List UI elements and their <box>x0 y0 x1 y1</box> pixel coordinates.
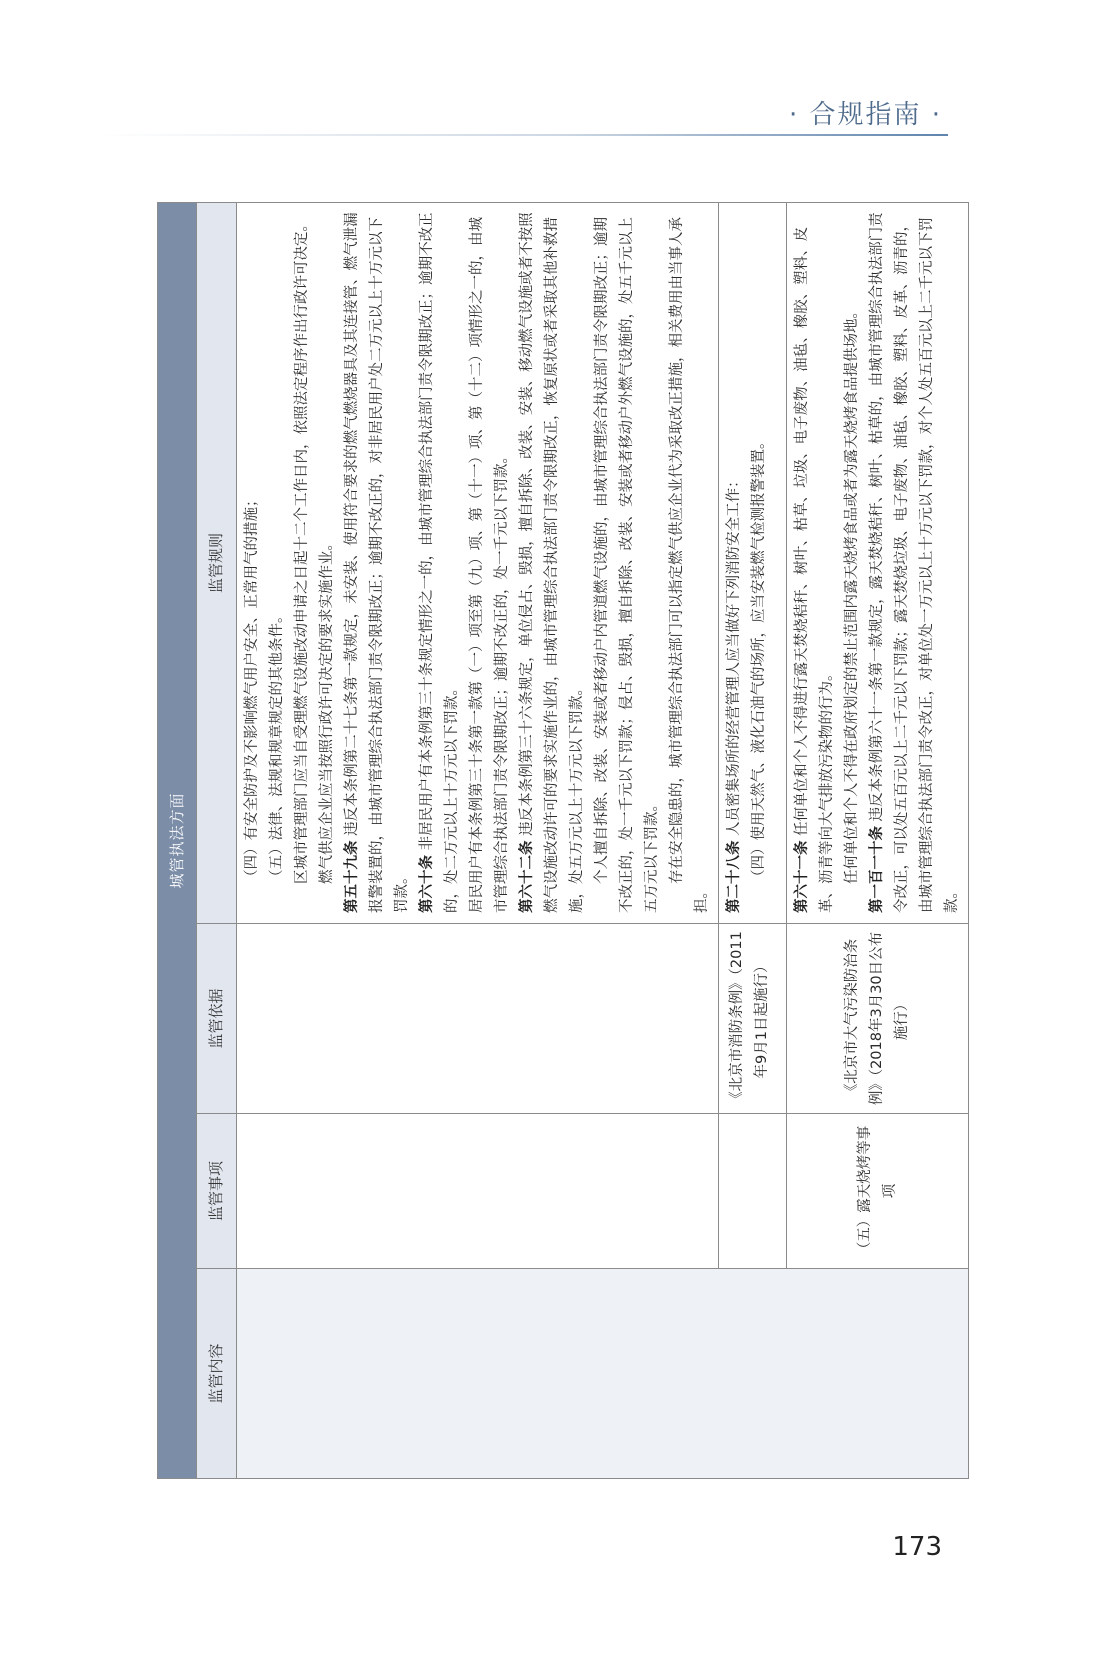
article-number: 第五十九条 <box>344 840 360 913</box>
table-row <box>237 202 719 1478</box>
article-number: 第一百一十条 <box>869 826 885 913</box>
rule-paragraph <box>240 209 265 913</box>
item-cell: （五）露天烧烤等事项 <box>787 1114 969 1269</box>
rules-text <box>237 203 718 923</box>
column-header-content: 监管内容 <box>197 1269 237 1479</box>
rule-text-body: 区城市管理部门应当自受理燃气设施改动申请之日起十二个工作日内，依照法定程序作出行政许可决定。 <box>294 217 310 884</box>
article-number: 第六十一条 <box>794 840 810 913</box>
column-header-rules: 监管规则 <box>197 202 237 923</box>
rules-text <box>719 203 775 923</box>
header-rule <box>96 134 948 136</box>
rule-paragraph <box>265 209 290 913</box>
rule-paragraph <box>865 209 965 913</box>
running-head: · 合规指南 · <box>788 100 942 130</box>
rule-text-body: 燃气供应企业应当按照行政许可决定的要求实施作业。 <box>319 536 335 884</box>
rules-cell <box>719 202 787 923</box>
table-band-title: 城管执法方面 <box>158 202 197 1478</box>
regulation-table <box>157 202 969 1479</box>
rule-text-body: 人员密集场所的经营管理人应当做好下列消防安全工作： <box>726 473 742 836</box>
rules-cell <box>237 202 719 923</box>
rule-text-body: （四）有安全防护及不影响燃气用户安全、正常用气的措施； <box>244 492 260 884</box>
item-cell <box>237 1114 719 1269</box>
rule-text-body: 任何单位和个人不得在政府划定的禁止范围内露天烧烤食品或者为露天烧烤食品提供场地。 <box>844 304 860 884</box>
rule-paragraph <box>415 209 465 913</box>
rule-text-body: （四）使用天然气、液化石油气的场所，应当安装燃气检测报警装置。 <box>751 434 767 884</box>
article-number: 第六十二条 <box>519 840 535 913</box>
rule-text-body: （五）法律、法规和规章规定的其他条件。 <box>269 608 285 884</box>
regulation-table-container <box>157 203 960 1479</box>
article-number: 第二十八条 <box>726 840 742 913</box>
rule-paragraph <box>747 209 772 913</box>
content-cell <box>237 1269 969 1479</box>
article-number: 第六十条 <box>419 855 435 913</box>
rule-paragraph <box>590 209 665 913</box>
rule-paragraph <box>340 209 415 913</box>
page-number: 173 <box>892 1532 942 1562</box>
rule-text-body: 个人擅自拆除、改装、安装或者移动户内管道燃气设施的，由城市管理综合执法部门责令限期改正；逾期不改正的，处一千元以下罚款；侵占、毁损，擅自拆除、改装、安装或者移动户外燃气设施的，处五千元以上五万元以下罚款。 <box>594 217 660 913</box>
rule-paragraph <box>722 209 747 913</box>
basis-cell: 《北京市大气污染防治条例》（2018年3月30日公布施行） <box>787 924 969 1114</box>
rule-text-body: 任何单位和个人不得进行露天焚烧秸秆、树叶、枯草、垃圾、电子废物、油毡、橡胶、塑料、皮革、沥青等向大气排放污染物的行为。 <box>794 226 835 913</box>
item-cell <box>719 1114 787 1269</box>
column-header-basis: 监管依据 <box>197 924 237 1114</box>
rule-text-body: 居民用户有本条例第三十条第一款第（一）项至第（九）项、第（十一）项、第（十二）项情形之一的，由城市管理综合执法部门责令限期改正；逾期不改正的，处一千元以下罚款。 <box>469 217 510 913</box>
rule-text-body: 违反本条例第三十六条规定，单位侵占、毁损，擅自拆除、改装、安装、移动燃气设施或者不按照燃气设施改动许可的要求实施作业的，由城市管理综合执法部门责令限期改正，恢复原状或者采取其他补救措施，处五万元以上十万元以下罚款。 <box>519 212 585 913</box>
basis-cell: 《北京市消防条例》（2011年9月1日起施行） <box>719 924 787 1114</box>
rule-text-body: 违反本条例第六十一条第一款规定，露天焚烧秸秆、树叶、枯草的，由城市管理综合执法部门责令改正，可以处五百元以上二千元以下罚款；露天焚烧垃圾、电子废物、油毡、橡胶、塑料、皮革、沥青的，由城市管理综合执法部门责令改正，对单位处一万元以上十万元以下罚款，对个人处五百元以上二千元以下罚款。 <box>869 212 960 913</box>
rule-text-body: 非居民用户有本条例第三十条规定情形之一的，由城市管理综合执法部门责令限期改正；逾期不改正的，处二万元以上十万元以下罚款。 <box>419 212 460 913</box>
rule-paragraph <box>790 209 840 913</box>
rule-paragraph <box>290 209 315 913</box>
rule-paragraph <box>315 209 340 913</box>
rules-cell <box>787 202 969 923</box>
column-header-item: 监管事项 <box>197 1114 237 1269</box>
rule-paragraph <box>665 209 715 913</box>
rule-text-body: 违反本条例第二十七条第一款规定，未安装、使用符合要求的燃气燃烧器具及其连接管、燃气泄漏报警装置的，由城市管理综合执法部门责令限期改正；逾期不改正的，对非居民用户处二万元以上十万元以下罚款。 <box>344 212 410 913</box>
rule-paragraph <box>515 209 590 913</box>
rule-text-body: 存在安全隐患的，城市管理综合执法部门可以指定燃气供应企业代为采取改正措施，相关费用由当事人承担。 <box>669 217 710 913</box>
rules-text <box>787 203 968 923</box>
rule-paragraph <box>465 209 515 913</box>
rule-paragraph <box>840 209 865 913</box>
basis-cell <box>237 924 719 1114</box>
